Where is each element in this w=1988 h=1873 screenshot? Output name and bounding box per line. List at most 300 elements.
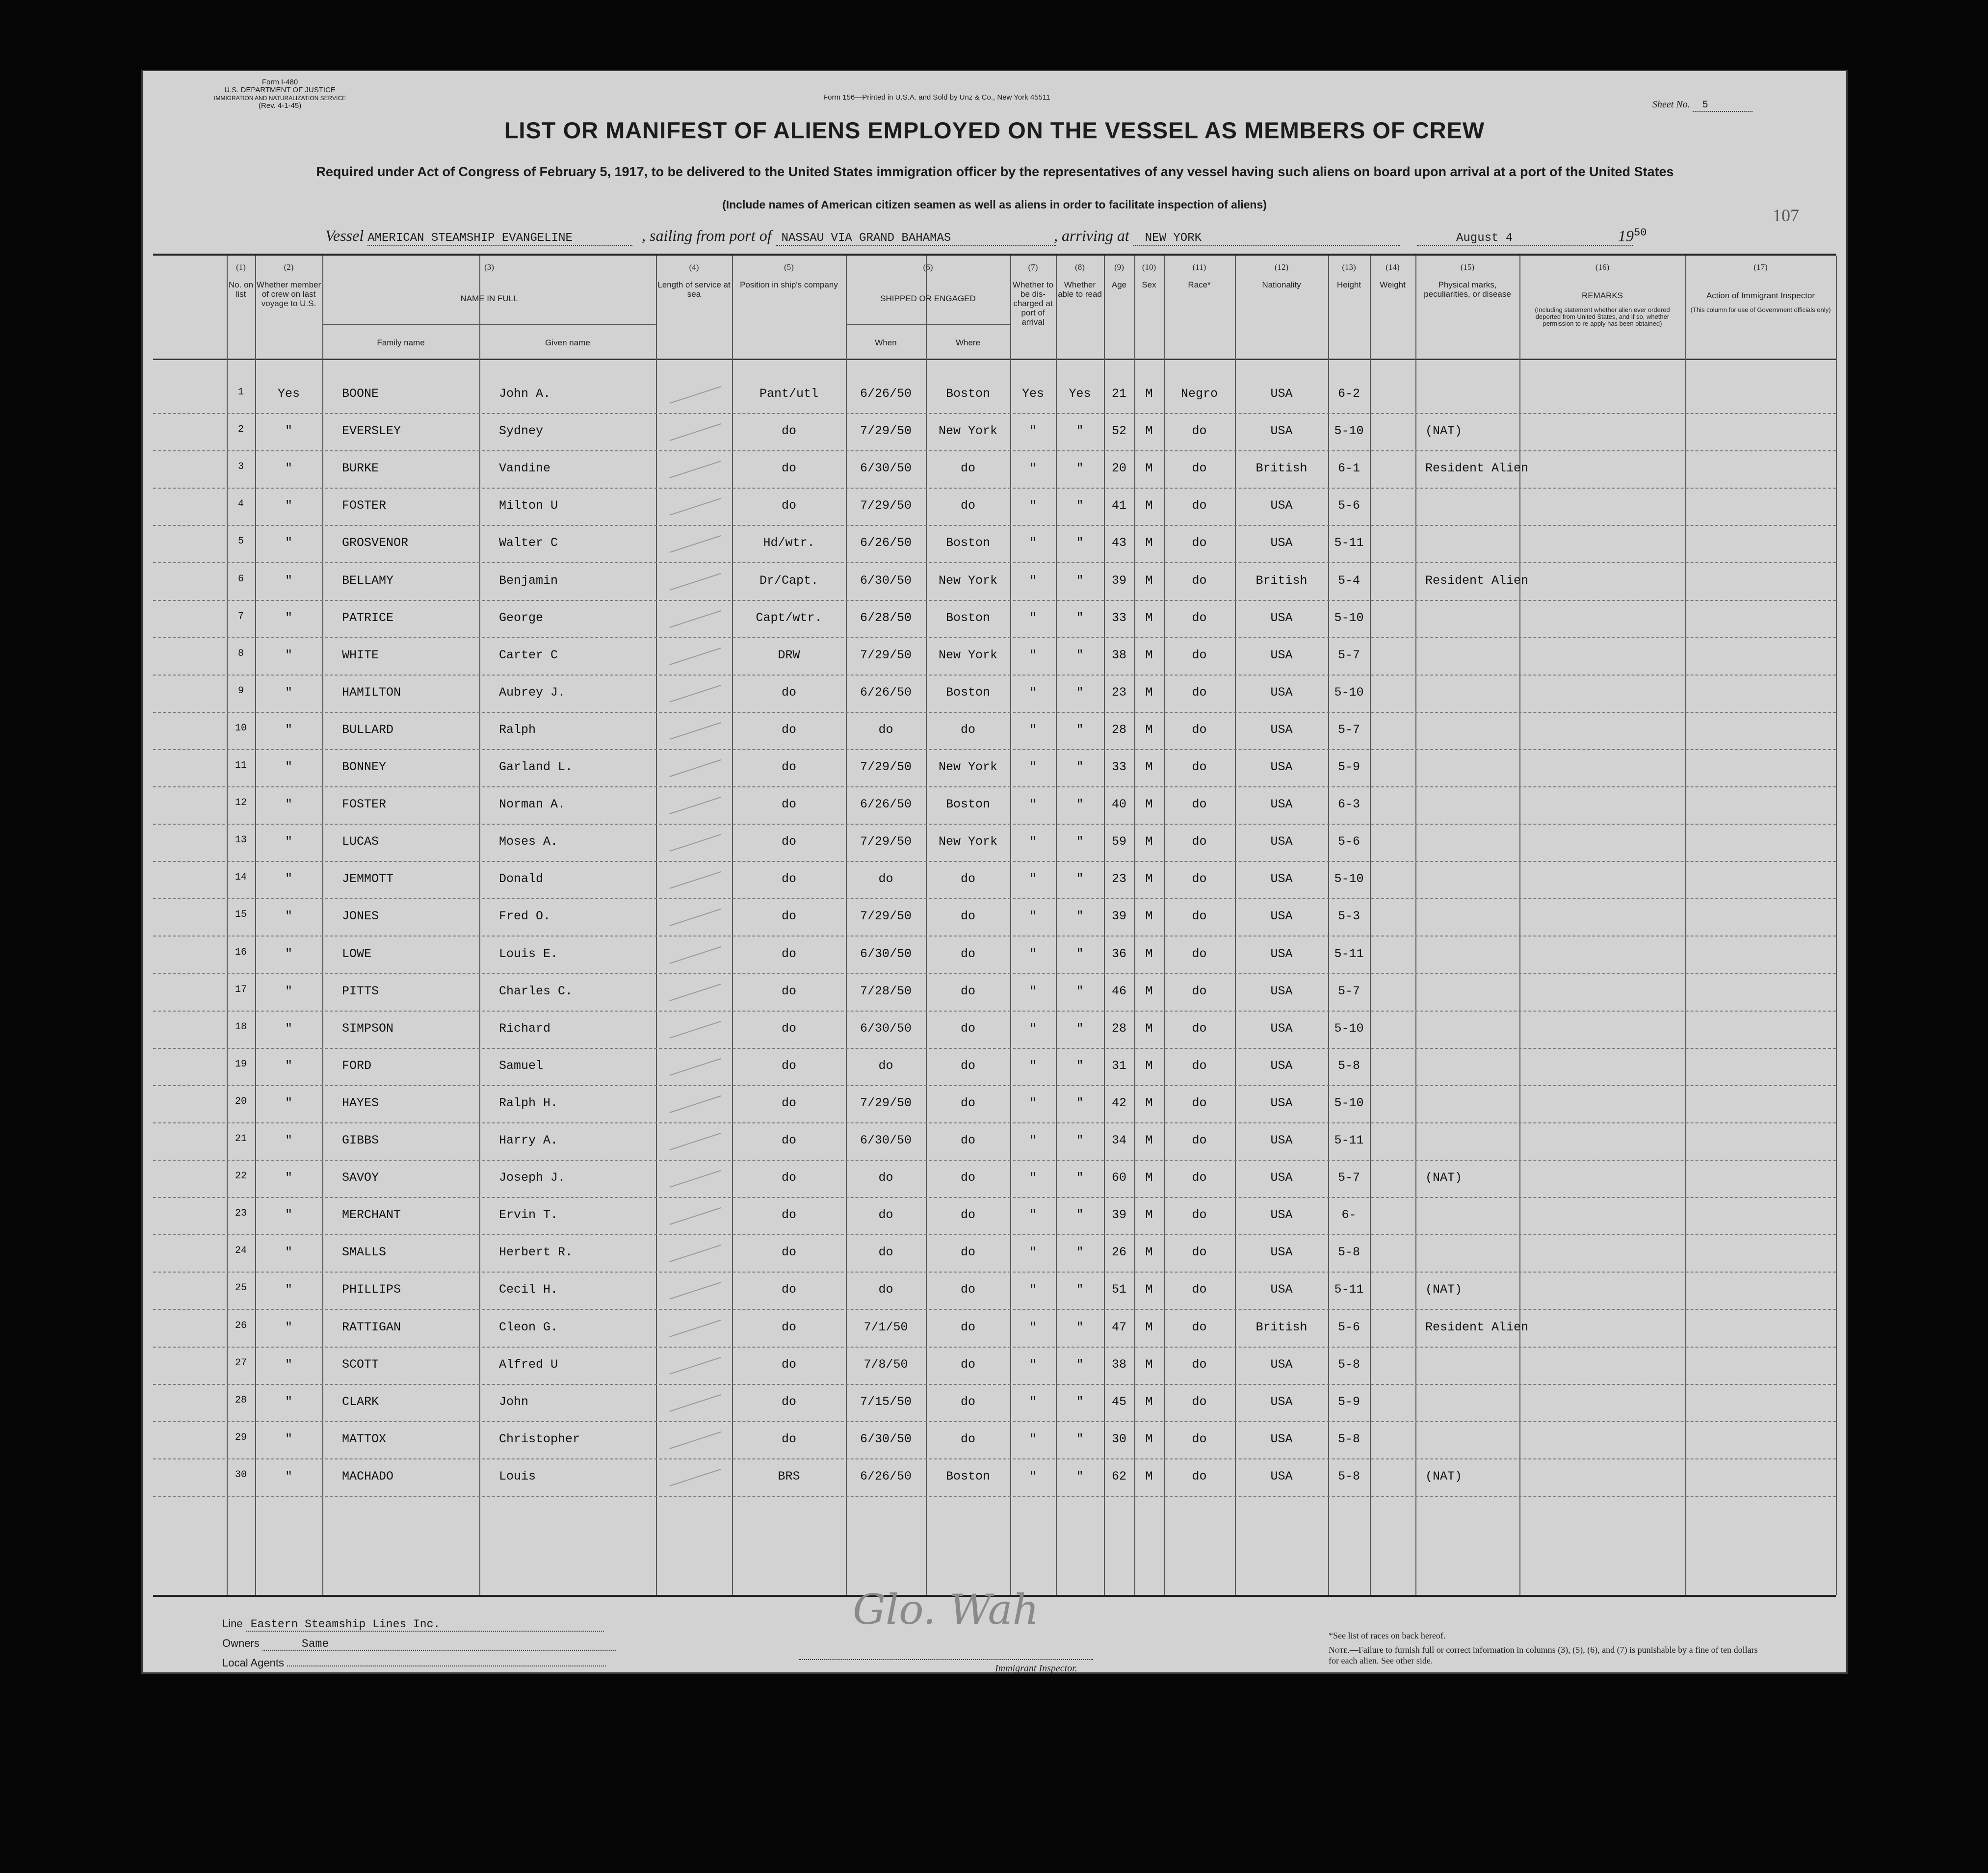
cell-nat: USA	[1270, 1133, 1293, 1147]
cell-sex: M	[1145, 1021, 1153, 1036]
column-header: Height	[1336, 280, 1361, 289]
cell-sex: M	[1145, 1357, 1153, 1372]
cell-when: 7/29/50	[860, 648, 912, 662]
cell-when: 6/30/50	[860, 946, 912, 961]
column-number: (6)	[923, 262, 933, 272]
cell-family: PITTS	[342, 984, 379, 998]
cell-nat: USA	[1270, 1021, 1293, 1036]
cell-when: 7/29/50	[860, 498, 912, 513]
cell-position: do	[781, 1095, 796, 1110]
cell-family: SCOTT	[342, 1357, 379, 1372]
cell-where: do	[960, 1021, 975, 1036]
cell-when: 6/28/50	[860, 610, 912, 625]
cell-age: 23	[1111, 872, 1126, 886]
cell-no: 17	[235, 984, 247, 995]
cell-position: do	[781, 424, 796, 439]
cell-race: Negro	[1180, 387, 1218, 401]
cell-family: BELLAMY	[342, 573, 394, 588]
column-header: Length of service at sea	[657, 280, 731, 299]
cell-nat: USA	[1270, 1431, 1293, 1446]
cell-sex: M	[1145, 984, 1153, 998]
cell-family: BONNEY	[342, 760, 387, 774]
cell-where: do	[960, 1431, 975, 1446]
table-row	[153, 1421, 1836, 1459]
service-tick	[669, 610, 721, 628]
cell-read: "	[1076, 536, 1084, 550]
table-row	[153, 563, 1836, 601]
cell-prev: "	[285, 685, 292, 700]
cell-given: Walter C	[499, 536, 558, 550]
cell-where: do	[960, 498, 975, 513]
cell-when: do	[878, 1058, 893, 1073]
cell-given: John A.	[499, 387, 551, 401]
cell-given: Donald	[499, 872, 544, 886]
cell-when: 6/26/50	[860, 797, 912, 812]
table-row	[153, 1458, 1836, 1497]
cell-race: do	[1192, 834, 1207, 849]
cell-when: 6/30/50	[860, 1133, 912, 1147]
cell-prev: "	[285, 610, 292, 625]
column-number: (11)	[1192, 262, 1206, 272]
cell-no: 23	[235, 1208, 247, 1220]
cell-given: Cecil H.	[499, 1282, 558, 1297]
cell-family: SIMPSON	[342, 1021, 394, 1036]
cell-disch: "	[1029, 536, 1037, 550]
cell-age: 40	[1111, 797, 1126, 812]
table-row	[153, 1384, 1836, 1422]
cell-height: 6-	[1341, 1208, 1357, 1223]
service-tick	[669, 797, 721, 814]
agents-label: Local Agents	[222, 1657, 284, 1669]
table-row	[153, 712, 1836, 750]
cell-position: DRW	[778, 648, 800, 662]
cell-family: GROSVENOR	[342, 536, 409, 550]
cell-sex: M	[1145, 1095, 1153, 1110]
column-header: NAME IN FULL	[460, 294, 518, 303]
cell-read: Yes	[1069, 387, 1091, 401]
cell-nat: British	[1256, 1320, 1308, 1334]
cell-disch: "	[1029, 834, 1037, 849]
cell-position: do	[781, 1058, 796, 1073]
cell-disch: "	[1029, 1171, 1037, 1185]
cell-read: "	[1076, 1021, 1084, 1036]
table-row	[153, 1011, 1836, 1049]
cell-height: 5-10	[1334, 872, 1364, 886]
cell-family: SMALLS	[342, 1245, 387, 1260]
cell-given: Cleon G.	[499, 1320, 558, 1334]
cell-position: do	[781, 909, 796, 924]
cell-where: do	[960, 1282, 975, 1297]
cell-when: 7/29/50	[860, 424, 912, 439]
cell-where: New York	[938, 424, 998, 439]
service-tick	[669, 1170, 721, 1188]
cell-height: 5-9	[1337, 760, 1360, 774]
cell-prev: "	[285, 760, 292, 774]
sailing-line	[642, 227, 1056, 246]
service-tick	[669, 984, 721, 1001]
inspector-label: Immigrant Inspector.	[995, 1663, 1077, 1674]
cell-given: Milton U	[499, 498, 558, 513]
cell-given: Fred O.	[499, 909, 551, 924]
cell-age: 39	[1111, 573, 1126, 588]
column-header: Race*	[1188, 280, 1211, 289]
cell-prev: "	[285, 498, 292, 513]
cell-read: "	[1076, 1171, 1084, 1185]
service-tick	[669, 386, 721, 404]
cell-sex: M	[1145, 1208, 1153, 1223]
cell-prev: "	[285, 1357, 292, 1372]
cell-read: "	[1076, 498, 1084, 513]
cell-where: do	[960, 1394, 975, 1409]
cell-read: "	[1076, 760, 1084, 774]
column-number: (5)	[784, 262, 794, 272]
cell-marks: (NAT)	[1425, 424, 1463, 439]
cell-family: FOSTER	[342, 797, 387, 812]
cell-disch: "	[1029, 573, 1037, 588]
cell-given: Moses A.	[499, 834, 558, 849]
cell-when: 6/30/50	[860, 573, 912, 588]
cell-position: Pant/utl	[759, 387, 819, 401]
cell-sex: M	[1145, 1320, 1153, 1334]
cell-no: 10	[235, 722, 247, 734]
cell-sex: M	[1145, 1245, 1153, 1260]
cell-race: do	[1192, 872, 1207, 886]
cell-no: 18	[235, 1021, 247, 1033]
cell-age: 62	[1111, 1469, 1126, 1483]
cell-given: George	[499, 610, 544, 625]
table-row	[153, 1122, 1836, 1161]
cell-race: do	[1192, 1394, 1207, 1409]
cell-prev: "	[285, 1394, 292, 1409]
cell-race: do	[1192, 722, 1207, 737]
cell-height: 5-6	[1337, 1320, 1360, 1334]
cell-read: "	[1076, 461, 1084, 476]
cell-height: 5-8	[1337, 1058, 1360, 1073]
cell-nat: USA	[1270, 797, 1293, 812]
cell-disch: "	[1029, 498, 1037, 513]
cell-position: BRS	[778, 1469, 800, 1483]
cell-sex: M	[1145, 946, 1153, 961]
vessel-label: Vessel	[325, 227, 364, 244]
cell-given: John	[499, 1394, 529, 1409]
service-tick	[669, 1021, 721, 1039]
column-rule	[1836, 256, 1837, 1595]
column-header: Age	[1111, 280, 1127, 289]
cell-height: 6-2	[1337, 387, 1360, 401]
cell-family: GIBBS	[342, 1133, 379, 1147]
column-number: (16)	[1595, 262, 1610, 272]
table-row	[153, 488, 1836, 526]
cell-height: 5-10	[1334, 685, 1364, 700]
cell-read: "	[1076, 1208, 1084, 1223]
cell-position: Capt/wtr.	[756, 610, 822, 625]
cell-disch: "	[1029, 872, 1037, 886]
cell-family: JONES	[342, 909, 379, 924]
cell-given: Benjamin	[499, 573, 558, 588]
cell-disch: "	[1029, 1394, 1037, 1409]
cell-height: 6-3	[1337, 797, 1360, 812]
column-subheader: Family name	[377, 338, 425, 347]
cell-where: Boston	[945, 685, 990, 700]
cell-prev: "	[285, 872, 292, 886]
column-number: (2)	[284, 262, 294, 272]
printer-line: Form 156—Printed in U.S.A. and Sold by Unz & Co., New York 45511	[823, 93, 1050, 102]
service-tick	[669, 1207, 721, 1225]
cell-read: "	[1076, 1357, 1084, 1372]
cell-prev: "	[285, 536, 292, 550]
cell-where: do	[960, 1058, 975, 1073]
table-row	[153, 1272, 1836, 1310]
column-note: (This column for use of Government officials only)	[1690, 306, 1831, 313]
note-label: Note.	[1329, 1645, 1350, 1655]
cell-age: 33	[1111, 610, 1126, 625]
cell-no: 24	[235, 1245, 247, 1257]
column-header: Nationality	[1262, 280, 1301, 289]
cell-prev: "	[285, 1431, 292, 1446]
subheader-rule	[846, 324, 1010, 325]
cell-when: do	[878, 1208, 893, 1223]
cell-given: Carter C	[499, 648, 558, 662]
cell-family: LUCAS	[342, 834, 379, 849]
cell-prev: "	[285, 1282, 292, 1297]
table-row	[153, 1160, 1836, 1198]
cell-when: 6/30/50	[860, 461, 912, 476]
cell-read: "	[1076, 685, 1084, 700]
arriving-line	[1054, 227, 1400, 246]
line-field	[222, 1617, 604, 1632]
cell-disch: "	[1029, 1133, 1037, 1147]
agents-value	[287, 1665, 606, 1666]
cell-position: do	[781, 498, 796, 513]
cell-disch: "	[1029, 1469, 1037, 1483]
cell-no: 12	[235, 797, 247, 809]
cell-nat: USA	[1270, 648, 1293, 662]
cell-height: 5-8	[1337, 1357, 1360, 1372]
cell-disch: "	[1029, 1357, 1037, 1372]
cell-no: 13	[235, 834, 247, 846]
page-title: LIST OR MANIFEST OF ALIENS EMPLOYED ON THE VESSEL AS MEMBERS OF CREW	[504, 117, 1485, 143]
table-row	[153, 525, 1836, 563]
cell-family: EVERSLEY	[342, 424, 401, 439]
column-number: (14)	[1386, 262, 1400, 272]
form-header-block	[214, 78, 346, 110]
table-row	[153, 675, 1836, 713]
cell-sex: M	[1145, 834, 1153, 849]
cell-race: do	[1192, 424, 1207, 439]
cell-family: HAMILTON	[342, 685, 401, 700]
cell-no: 27	[235, 1357, 247, 1369]
service-tick	[669, 909, 721, 926]
table-row	[153, 1085, 1836, 1123]
cell-prev: "	[285, 1320, 292, 1334]
cell-sex: M	[1145, 648, 1153, 662]
cell-nat: USA	[1270, 872, 1293, 886]
cell-nat: USA	[1270, 1357, 1293, 1372]
service-tick	[669, 423, 721, 441]
service: IMMIGRATION AND NATURALIZATION SERVICE	[214, 95, 346, 102]
cell-position: do	[781, 1357, 796, 1372]
cell-age: 20	[1111, 461, 1126, 476]
owners-value: Same	[262, 1638, 616, 1651]
cell-age: 33	[1111, 760, 1126, 774]
cell-sex: M	[1145, 909, 1153, 924]
cell-prev: "	[285, 1095, 292, 1110]
cell-race: do	[1192, 1021, 1207, 1036]
cell-sex: M	[1145, 1171, 1153, 1185]
service-tick	[669, 946, 721, 964]
cell-given: Richard	[499, 1021, 551, 1036]
cell-where: do	[960, 1171, 975, 1185]
table-row	[153, 1048, 1836, 1086]
cell-position: Hd/wtr.	[763, 536, 815, 550]
cell-sex: M	[1145, 1431, 1153, 1446]
line-label: Line	[222, 1617, 243, 1630]
cell-nat: USA	[1270, 1208, 1293, 1223]
cell-family: PATRICE	[342, 610, 394, 625]
header-rule	[153, 359, 1836, 360]
cell-prev: "	[285, 797, 292, 812]
cell-when: do	[878, 872, 893, 886]
cell-prev: "	[285, 424, 292, 439]
cell-when: 6/30/50	[860, 1021, 912, 1036]
cell-race: do	[1192, 1245, 1207, 1260]
cell-height: 5-11	[1334, 1282, 1364, 1297]
cell-nat: British	[1256, 573, 1308, 588]
cell-marks: Resident Alien	[1425, 1320, 1529, 1334]
cell-position: do	[781, 1431, 796, 1446]
cell-no: 9	[237, 685, 244, 697]
sheet-value: 5	[1693, 100, 1753, 112]
cell-where: do	[960, 1357, 975, 1372]
cell-prev: "	[285, 834, 292, 849]
cell-family: MATTOX	[342, 1431, 387, 1446]
cell-height: 5-7	[1337, 1171, 1360, 1185]
cell-position: do	[781, 1282, 796, 1297]
table-row	[153, 824, 1836, 862]
vessel-line	[325, 227, 632, 246]
cell-no: 21	[235, 1133, 247, 1145]
cell-no: 3	[237, 461, 244, 473]
service-tick	[669, 1245, 721, 1262]
cell-race: do	[1192, 685, 1207, 700]
cell-prev: "	[285, 909, 292, 924]
agents-field	[222, 1657, 606, 1669]
column-header: Action of Immigrant Inspector	[1706, 291, 1815, 300]
cell-height: 5-10	[1334, 610, 1364, 625]
cell-height: 5-4	[1337, 573, 1360, 588]
vessel-name: AMERICAN STEAMSHIP EVANGELINE	[367, 232, 632, 246]
cell-height: 5-11	[1334, 1133, 1364, 1147]
cell-given: Charles C.	[499, 984, 573, 998]
cell-disch: "	[1029, 461, 1037, 476]
table-row	[153, 1197, 1836, 1235]
cell-family: WHITE	[342, 648, 379, 662]
cell-read: "	[1076, 1245, 1084, 1260]
subheader-rule	[322, 324, 656, 325]
year-value: 50	[1634, 227, 1647, 239]
service-tick	[669, 573, 721, 591]
cell-prev: "	[285, 1133, 292, 1147]
cell-sex: M	[1145, 722, 1153, 737]
cell-family: CLARK	[342, 1394, 379, 1409]
table-row	[153, 413, 1836, 451]
cell-position: do	[781, 1245, 796, 1260]
cell-nat: USA	[1270, 424, 1293, 439]
cell-age: 28	[1111, 722, 1126, 737]
cell-when: 7/8/50	[863, 1357, 908, 1372]
cell-sex: M	[1145, 1394, 1153, 1409]
cell-where: New York	[938, 573, 998, 588]
cell-nat: USA	[1270, 1282, 1293, 1297]
cell-height: 5-10	[1334, 1021, 1364, 1036]
cell-prev: "	[285, 946, 292, 961]
service-tick	[669, 535, 721, 553]
cell-race: do	[1192, 1171, 1207, 1185]
cell-age: 36	[1111, 946, 1126, 961]
cell-race: do	[1192, 909, 1207, 924]
cell-no: 22	[235, 1171, 247, 1182]
cell-when: 7/29/50	[860, 1095, 912, 1110]
cell-age: 31	[1111, 1058, 1126, 1073]
cell-height: 5-6	[1337, 834, 1360, 849]
column-header: Whether able to read	[1058, 280, 1102, 299]
cell-given: Ralph	[499, 722, 536, 737]
service-tick	[669, 685, 721, 702]
cell-disch: "	[1029, 1208, 1037, 1223]
column-number: (9)	[1114, 262, 1124, 272]
service-tick	[669, 1469, 721, 1486]
sailing-from: NASSAU VIA GRAND BAHAMAS	[776, 232, 1056, 246]
cell-given: Herbert R.	[499, 1245, 573, 1260]
cell-read: "	[1076, 1469, 1084, 1483]
cell-race: do	[1192, 573, 1207, 588]
service-tick	[669, 834, 721, 852]
column-header: REMARKS	[1581, 291, 1623, 300]
cell-nat: USA	[1270, 610, 1293, 625]
column-header: No. on list	[228, 280, 254, 299]
cell-where: New York	[938, 760, 998, 774]
cell-when: do	[878, 722, 893, 737]
cell-when: 6/26/50	[860, 387, 912, 401]
cell-read: "	[1076, 872, 1084, 886]
owners-field	[222, 1637, 616, 1651]
cell-when: do	[878, 1171, 893, 1185]
cell-disch: "	[1029, 946, 1037, 961]
sheet-label: Sheet No.	[1652, 99, 1690, 110]
cell-nat: USA	[1270, 1095, 1293, 1110]
line-value: Eastern Steamship Lines Inc.	[246, 1618, 604, 1632]
cell-sex: M	[1145, 573, 1153, 588]
cell-family: FORD	[342, 1058, 372, 1073]
cell-race: do	[1192, 984, 1207, 998]
cell-age: 30	[1111, 1431, 1126, 1446]
cell-when: 6/30/50	[860, 1431, 912, 1446]
cell-given: Harry A.	[499, 1133, 558, 1147]
column-subheader: Given name	[545, 338, 590, 347]
cell-height: 5-6	[1337, 498, 1360, 513]
revision: (Rev. 4-1-45)	[258, 102, 302, 110]
cell-where: Boston	[945, 610, 990, 625]
cell-given: Samuel	[499, 1058, 544, 1073]
cell-read: "	[1076, 1320, 1084, 1334]
cell-race: do	[1192, 1133, 1207, 1147]
cell-age: 28	[1111, 1021, 1126, 1036]
cell-read: "	[1076, 1058, 1084, 1073]
cell-where: Boston	[945, 536, 990, 550]
cell-disch: "	[1029, 1431, 1037, 1446]
cell-race: do	[1192, 498, 1207, 513]
column-note: (Including statement whether alien ever ordered deported from United States, and if so, whether permission to re-apply has been obtained)	[1535, 306, 1670, 327]
